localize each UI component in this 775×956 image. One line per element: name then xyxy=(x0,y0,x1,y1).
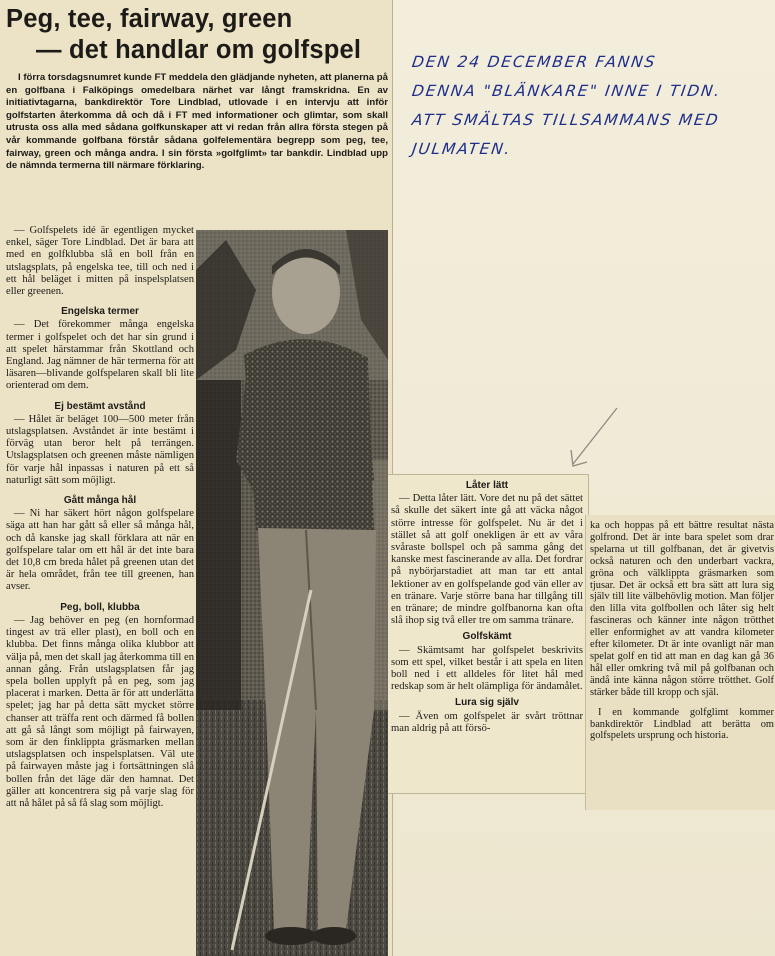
paragraph: — Golfspelets idé är egentligen mycket enkel, säger Tore Lindblad. Det är bara att med en golfklubba slå en boll från en utslagsplats, på engelska tee, till och ned i ett hål beläget i mitten på inspelsplatsen eller greenen. xyxy=(6,225,194,298)
paragraph: — Hålet är beläget 100—500 meter från utslagsplatsen. Avståndet är inte bestämt i förväg utan beror helt på terrängen. Utslagsplatsen och greenen måste nämligen för varje hål inpassas i naturen på ett så naturligt sätt som möjligt. xyxy=(6,413,194,486)
golfer-photo xyxy=(196,230,388,956)
handwritten-line: DEN 24 DECEMBER FANNS xyxy=(410,53,658,71)
middle-column xyxy=(391,476,583,735)
left-column xyxy=(6,225,194,810)
subheading: Lura sig själv xyxy=(455,697,519,709)
paragraph: ka och hoppas på ett bättre resultat nästa golfrond. Det är inte bara spelet som drar spelarna ut till golfbanan, det är givetvis också naturen och den underbart vackra, gröna och välklippta gräsmarken som tjusar. Det är också ett bra sätt att lura sig själv till lite välbehövlig motion. Man följer den lilla vita golfbollen och låter sig helt fascineras och känner inte någon trötthet eller enformighet av att vandra kilometer efter kilometer. Dt är inte ovanligt när man spelat golf en tid att man en dag kan gå 36 hål eller omkring två mil på golfbanan och ändå inte känna någon större trötthet. Golf stärker både till kropp och själ. xyxy=(590,520,774,698)
subheading: Engelska termer xyxy=(61,306,139,318)
paragraph: — Jag behöver en peg (en hornformad tingest av trä eller plast), en boll och en klubba. Det finns många olika klubbor att välja på, men det skall jag återkomma till en annan gång. Från utslagsplatsen får jag spela bollen upplyft på en peg, som jag placerat i marken. Detta är för att underlätta spelet; jag har på detta sätt mycket större chanser att träffa rent och därmed få bollen att gå så långt som möjligt på fairwayen, som är den finklippta gräsmarken mellan utslagsplatsen och inspelsplatsen. Väl ute på fairwayen måste jag i fortsättningen slå bollen från det läge där den hamnat. Det gäller att koncentrera sig på varje slag för att nå hålet på så få slag som möjligt. xyxy=(6,614,194,809)
handwritten-line: DENNA "BLÄNKARE" INNE I TIDN. xyxy=(410,82,723,100)
right-column xyxy=(590,520,774,750)
headline-line-1: Peg, tee, fairway, green xyxy=(6,5,293,33)
paragraph: — Även om golfspelet är svårt tröttnar man aldrig på att försö- xyxy=(391,710,583,734)
article-intro: I förra torsdagsnumret kunde FT meddela den glädjande nyheten, att planerna på en golfbana i Falköpings omedelbara närhet var långt framskridna. En av initiativtagarna, bankdirektör Tore Lindblad, utlovade i en intervju att inför golfstarten återkomma då och då i FT med informationer och glimtar, som skall utrusta oss alla med sådana golfkunskaper att vi redan från allra första stegen på vår kommande golfbana förstår sådana golfelementära begrepp som peg, tee, fairway, green och många andra. I sin första »golfglimt» tar bankdir. Lindblad upp de nämnda termerna till närmare förklaring. xyxy=(6,72,388,172)
paragraph: — Ni har säkert hört någon golfspelare säga att han har gått så eller så många hål, och då kanske jag skall förklara att när en golfspelare talar om ett hål är det inte bara det 10,8 cm breda hålet på greenen utan det är hela området, från tee till greenen, han avser. xyxy=(6,508,194,593)
subheading: Gått många hål xyxy=(63,495,137,507)
paragraph: I en kommande golfglimt kommer bankdirektör Lindblad att berätta om golfspelets ursprung och historia. xyxy=(590,706,774,742)
subheading: Låter lätt xyxy=(465,480,509,491)
handwritten-line: ATT SMÄLTAS TILLSAMMANS MED xyxy=(410,111,721,129)
subheading: Peg, boll, klubba xyxy=(60,601,140,613)
paragraph: — Det förekommer många engelska termer i golfspelet och det har sin grund i att spelet härstammar från Skottland och England. Jag nämner de här termerna för att läsaren—blivande golfspelaren skall bli lite orienterad om dem. xyxy=(6,319,194,392)
golfer-photo-illustration xyxy=(196,230,388,956)
article-headline xyxy=(6,4,390,66)
paragraph: — Detta låter lätt. Vore det nu på det sättet så skulle det säkert inte gå att väcka något större intresse för golfspelet. Nu är det i stället så att golf onekligen är ett av våra svåraste bollspel och på samma gång det kanske mest fascinerande av alla. Det fordrar på nybörjarstadiet att man tar ett antal lektioner av en golfspelande god vän eller av en tränare. Varje större bana har tillgång till en tränare; de mindre golfbanorna kan ofta slå ihop sig två eller tre om samma tränare. xyxy=(391,493,583,627)
pencil-arrow-icon xyxy=(565,404,625,474)
paragraph: — Skämtsamt har golfspelet beskrivits som ett spel, vilket består i att spela en liten boll ned i ett alldeles för litet hål med redskap som är helt olämpliga för ändamålet. xyxy=(391,644,583,693)
handwritten-note xyxy=(412,48,772,164)
subheading: Golfskämt xyxy=(462,631,512,643)
subheading: Ej bestämt avstånd xyxy=(54,400,146,412)
handwritten-line: JULMATEN. xyxy=(410,140,513,158)
headline-line-2: — det handlar om golfspel xyxy=(36,36,362,64)
